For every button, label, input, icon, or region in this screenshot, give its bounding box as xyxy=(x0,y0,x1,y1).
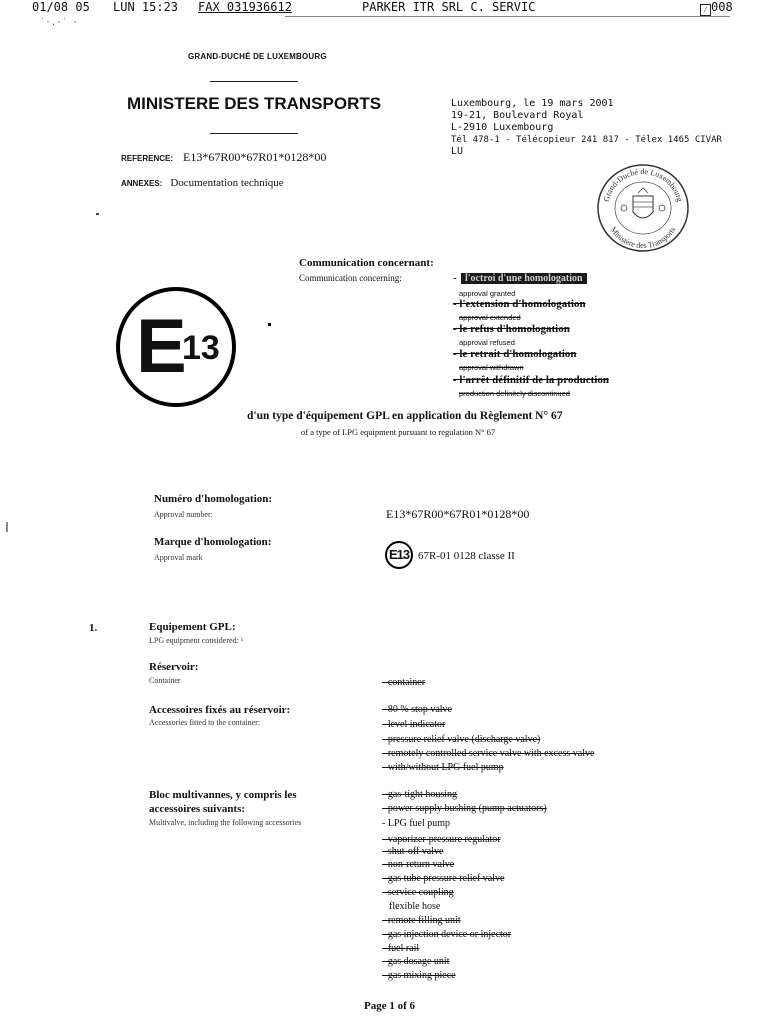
multivalve-item: - non-return valve xyxy=(382,859,455,870)
option-approval-withdrawn-en: approval withdrawn xyxy=(459,363,524,372)
multivalve-item: flexible hose xyxy=(389,901,441,912)
option-approval-granted: - l'octroi d'une homologation xyxy=(453,273,665,286)
option-production-discontinued-en: production definitely discontinued xyxy=(459,389,570,398)
multivalve-item: - gas injection device or injector xyxy=(382,929,512,940)
e13-number: 13 xyxy=(182,329,220,367)
option-approval-extended: - l'extension d'homologation xyxy=(453,298,586,310)
multivalve-title-fr-2: accessoires suivants: xyxy=(149,803,246,815)
stamp-text-top: Grand-Duché de Luxembourg xyxy=(601,166,685,203)
accessory-item: - 80 % stop valve xyxy=(382,704,452,715)
option-text-fr: le refus d'homologation xyxy=(459,323,570,335)
fax-page-number xyxy=(700,0,733,16)
ministry-title: MINISTERE DES TRANSPORTS xyxy=(127,94,382,113)
approval-mark-symbol xyxy=(385,541,413,569)
address-city: L-2910 Luxembourg xyxy=(451,122,554,133)
option-text-fr: l'octroi d'une homologation xyxy=(461,273,587,284)
reference-label: REFERENCE: xyxy=(121,154,174,163)
communication-title-fr: Communication concernant: xyxy=(299,257,434,269)
lpg-equipment-title-fr: Equipement GPL: xyxy=(149,621,236,633)
approval-mark-label-fr: Marque d'homologation: xyxy=(154,536,272,548)
scan-mark xyxy=(6,522,8,532)
multivalve-item: - gas tube pressure relief valve xyxy=(382,873,505,884)
address-contact-lu: LU xyxy=(451,146,464,157)
reservoir-item: - container xyxy=(382,677,426,688)
communication-title-en: Communication concerning: xyxy=(299,273,402,283)
multivalve-item: - LPG fuel pump xyxy=(382,818,451,829)
scan-mark xyxy=(96,213,99,215)
country-heading: GRAND-DUCHÉ DE LUXEMBOURG xyxy=(188,52,327,61)
fax-number: FAX 031936612 xyxy=(198,0,292,14)
divider xyxy=(210,133,298,134)
scan-noise: ˙·.·˙ · xyxy=(40,18,78,28)
multivalve-item: - vaporizer-pressure regulator xyxy=(382,834,501,845)
accessory-item: - pressure relief valve (discharge valve) xyxy=(382,734,541,745)
multivalve-item: - fuel rail xyxy=(382,943,420,954)
option-production-discontinued: - l'arrêt définitif de la production xyxy=(453,374,609,386)
approval-mark-symbol-text: E13 xyxy=(389,547,410,562)
approval-number-label-en: Approval number: xyxy=(154,510,213,519)
ministry-stamp xyxy=(594,160,692,254)
equipment-type-fr: d'un type d'équipement GPL en application du Règlement N° 67 xyxy=(247,410,563,422)
reference-value: E13*67R00*67R01*0128*00 xyxy=(183,150,327,164)
stamp-text-bottom: Ministère des Transports xyxy=(608,225,678,251)
option-approval-refused-en: approval refused xyxy=(459,338,515,347)
accessory-item: - remotely controlled service valve with excess valve xyxy=(382,748,595,759)
annexes-label: ANNEXES: xyxy=(121,179,163,188)
page-footer: Page 1 of 6 xyxy=(364,1000,416,1012)
fax-company: PARKER ITR SRL C. SERVIC xyxy=(362,0,536,14)
approval-number-label-fr: Numéro d'homologation: xyxy=(154,493,273,505)
reference-row xyxy=(121,148,326,166)
multivalve-item: - gas dosage unit xyxy=(382,956,450,967)
place-date: Luxembourg, le 19 mars 2001 xyxy=(451,98,614,109)
multivalve-item: - gas mixing piece xyxy=(382,970,456,981)
address-contact: Tél 478-1 - Télécopieur 241 817 - Télex 1465 CIVAR xyxy=(451,135,722,145)
option-approval-withdrawn: - le retrait d'homologation xyxy=(453,348,577,360)
fax-date: 01/08 05 xyxy=(32,0,90,14)
accessories-title-fr: Accessoires fixés au réservoir: xyxy=(149,704,291,716)
lpg-equipment-title-en: LPG equipment considered: ¹ xyxy=(149,636,244,645)
address-block xyxy=(451,98,722,158)
multivalve-item: - power supply bushing (pump actuators) xyxy=(382,803,547,814)
multivalve-item: - shut-off valve xyxy=(382,846,444,857)
option-approval-refused: - le refus d'homologation xyxy=(453,323,570,335)
annexes-value: Documentation technique xyxy=(170,177,284,189)
accessories-title-en: Accessories fitted to the container: xyxy=(149,718,261,727)
e13-approval-mark xyxy=(116,287,236,407)
multivalve-item: - service coupling xyxy=(382,887,454,898)
fax-page-icon: ⁄ xyxy=(700,4,711,16)
option-text-fr: le retrait d'homologation xyxy=(459,348,577,360)
multivalve-title-en: Multivalve, including the following accessories xyxy=(149,818,302,827)
option-text-fr: l'extension d'homologation xyxy=(459,298,586,310)
option-approval-extended-en: approval extended xyxy=(459,313,521,322)
accessory-item: - level indicator xyxy=(382,719,446,730)
e13-letter: E xyxy=(136,304,187,389)
section-numeral: 1. xyxy=(89,622,98,634)
address-street: 19-21, Boulevard Royal xyxy=(451,110,584,121)
annexes-row xyxy=(121,173,284,191)
fax-header-dashes xyxy=(285,16,730,17)
equipment-type-en: of a type of LPG equipment pursuant to regulation N° 67 xyxy=(301,427,496,437)
coat-of-arms-icon xyxy=(621,188,665,218)
divider xyxy=(210,81,298,82)
option-text-fr: l'arrêt définitif de la production xyxy=(459,374,609,386)
reservoir-title-fr: Réservoir: xyxy=(149,661,199,673)
multivalve-item: - remote filling unit xyxy=(382,915,461,926)
approval-mark-value: 67R-01 0128 classe II xyxy=(418,550,515,562)
accessory-item: - with/without LPG fuel pump xyxy=(382,762,504,773)
fax-page-value: 008 xyxy=(711,0,733,14)
fax-day-time: LUN 15:23 xyxy=(113,0,179,14)
approval-number-value: E13*67R00*67R01*0128*00 xyxy=(386,507,530,521)
scan-dot xyxy=(268,323,271,326)
reservoir-title-en: Container xyxy=(149,676,181,685)
approval-mark-label-en: Approval mark xyxy=(154,553,203,562)
multivalve-item: - gas-tight housing xyxy=(382,789,457,800)
option-approval-granted-en: approval granted xyxy=(459,289,516,298)
multivalve-title-fr-1: Bloc multivannes, y compris les xyxy=(149,789,297,801)
